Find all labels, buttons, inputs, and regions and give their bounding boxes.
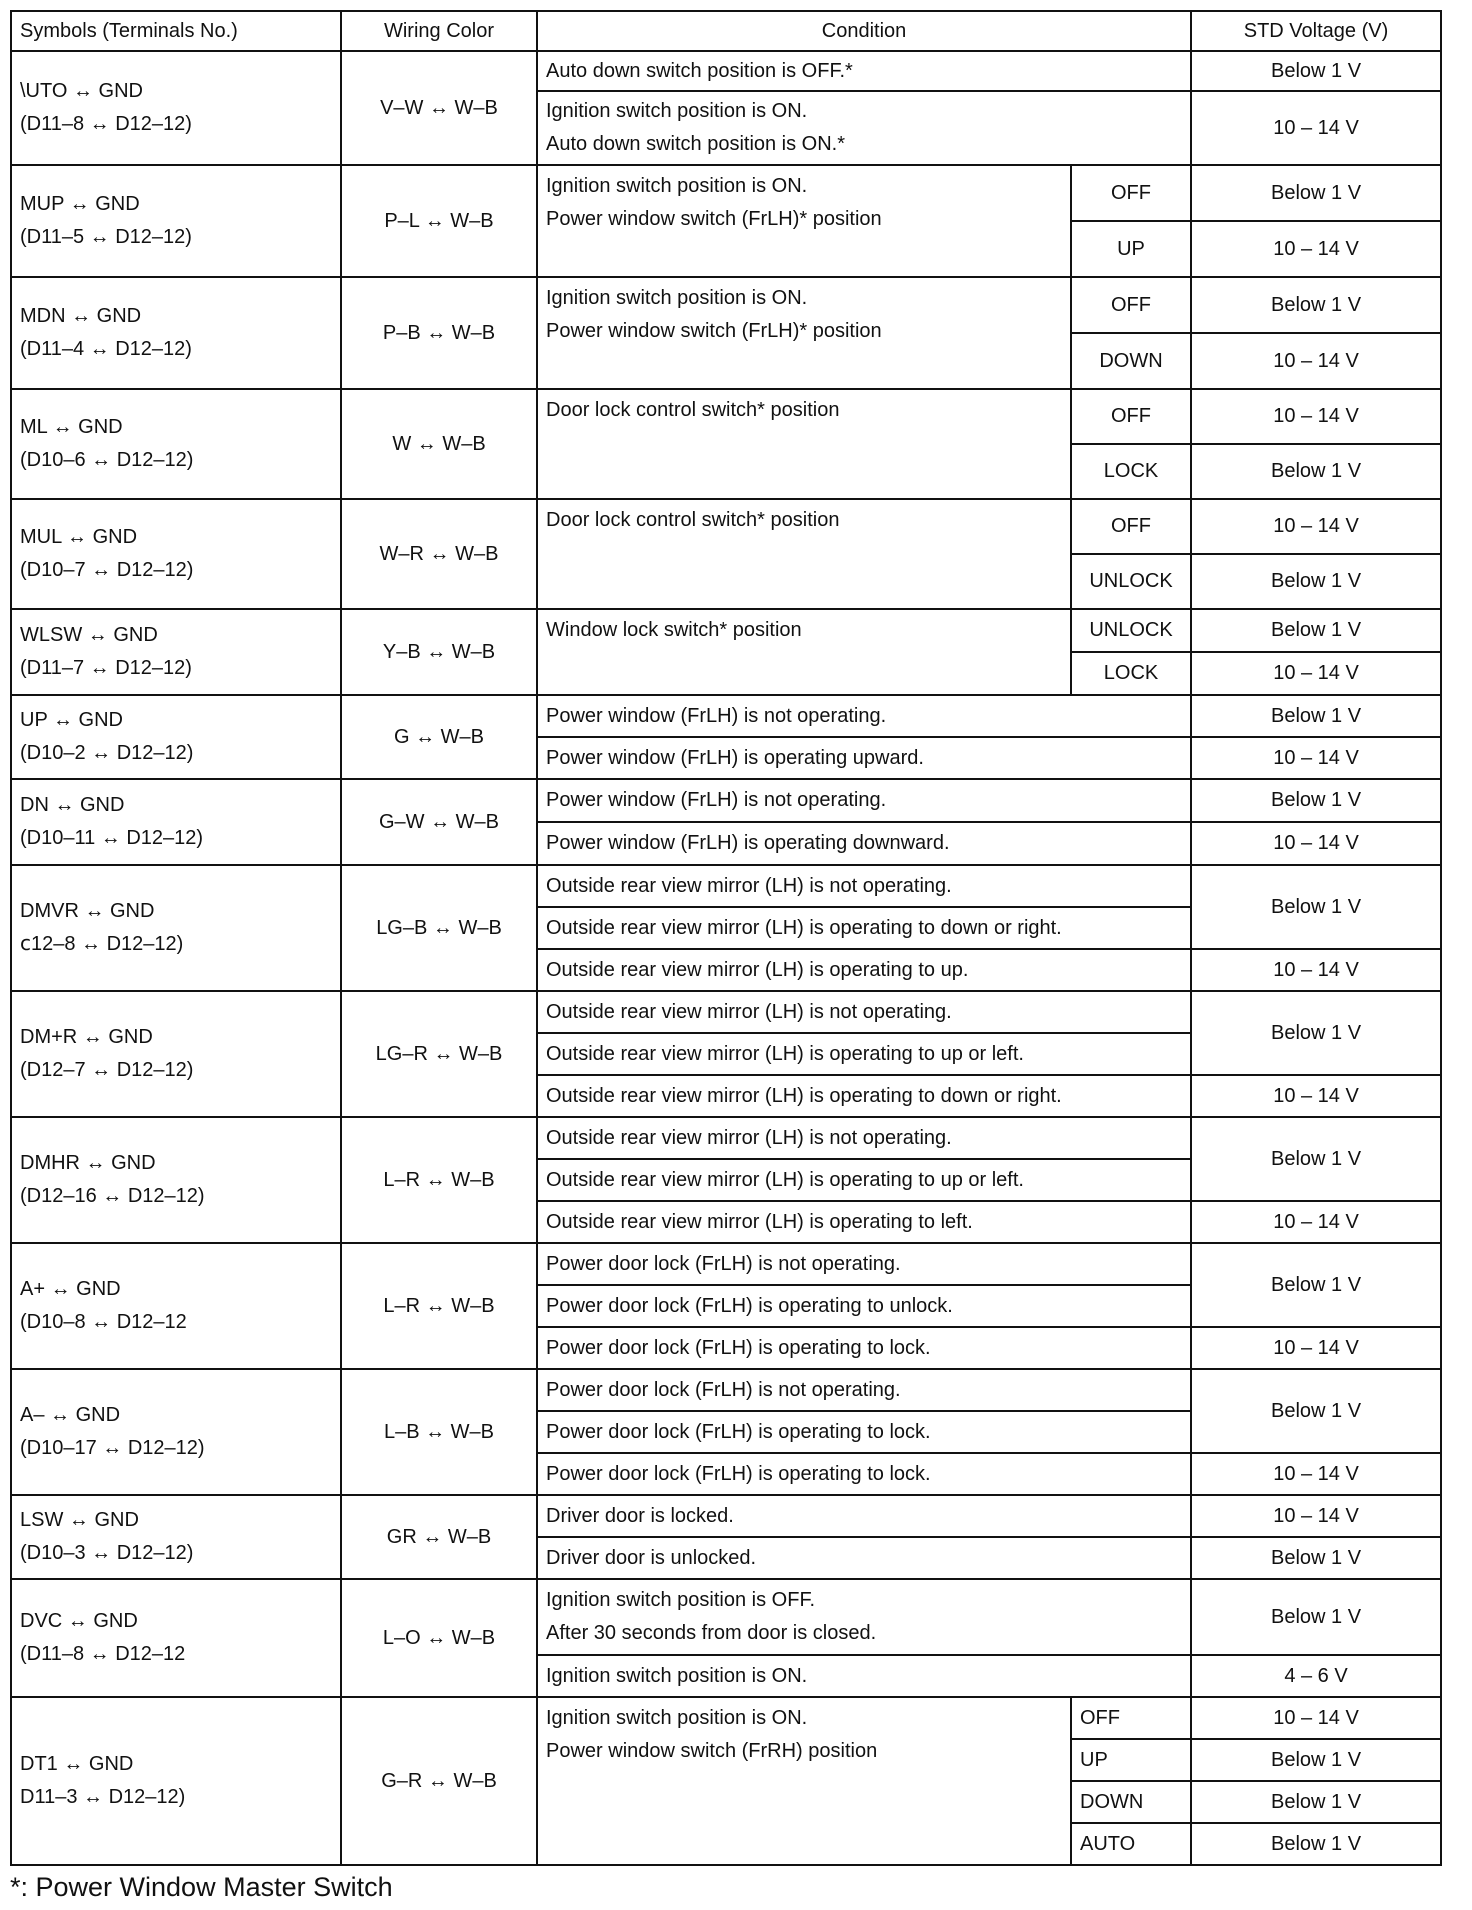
- terminal-symbol: ML ↔ GND: [20, 416, 123, 438]
- std-voltage-cell: 10 – 14 V: [1191, 949, 1441, 991]
- spec-document: [10, 10, 1440, 1866]
- terminal-symbol: A– ↔ GND: [20, 1404, 121, 1426]
- condition-cell: [537, 1033, 1191, 1075]
- wiring-color-cell: G ↔ W–B: [341, 695, 537, 779]
- terminal-symbol: \UTO ↔ GND: [20, 80, 143, 102]
- std-voltage-cell: 10 – 14 V: [1191, 221, 1441, 277]
- condition-cell: [537, 91, 1191, 165]
- table-row: [11, 51, 1441, 91]
- condition-cell: [537, 1075, 1191, 1117]
- terminal-numbers: ⅽ12–8 ↔ D12–12): [20, 933, 184, 955]
- condition-line: Outside rear view mirror (LH) is not operating.: [546, 874, 952, 897]
- condition-line: Window lock switch* position: [546, 619, 802, 641]
- header-condition: Condition: [537, 11, 1191, 51]
- terminal-numbers: (D12–16 ↔ D12–12): [20, 1185, 205, 1207]
- condition-cell: [537, 1453, 1191, 1495]
- wiring-color-cell: LG–B ↔ W–B: [341, 865, 537, 991]
- symbol-cell: [11, 609, 341, 695]
- table-row: [11, 991, 1441, 1033]
- symbol-cell: [11, 1243, 341, 1369]
- condition-line: Driver door is unlocked.: [546, 1546, 757, 1569]
- wiring-color-cell: L–B ↔ W–B: [341, 1369, 537, 1495]
- terminal-numbers: (D10–8 ↔ D12–12: [20, 1311, 187, 1333]
- condition-line: Door lock control switch* position: [546, 509, 840, 531]
- switch-position-cell: UP: [1071, 221, 1191, 277]
- std-voltage-cell: Below 1 V: [1191, 1823, 1441, 1865]
- terminal-numbers: (D11–8 ↔ D12–12): [20, 113, 192, 135]
- condition-cell: [537, 695, 1191, 737]
- terminal-numbers: (D11–8 ↔ D12–12: [20, 1643, 186, 1665]
- condition-line: Power window (FrLH) is not operating.: [546, 704, 887, 727]
- std-voltage-cell: 10 – 14 V: [1191, 1495, 1441, 1537]
- condition-cell: [537, 1369, 1191, 1411]
- terminal-symbol: MDN ↔ GND: [20, 305, 142, 327]
- condition-line: Power door lock (FrLH) is operating to lock.: [546, 1420, 931, 1443]
- std-voltage-cell: 10 – 14 V: [1191, 1075, 1441, 1117]
- std-voltage-cell: 10 – 14 V: [1191, 822, 1441, 865]
- std-voltage-cell: 10 – 14 V: [1191, 333, 1441, 389]
- std-voltage-cell: 4 – 6 V: [1191, 1655, 1441, 1697]
- wiring-color-cell: W–R ↔ W–B: [341, 499, 537, 609]
- condition-line: Driver door is locked.: [546, 1504, 734, 1527]
- symbol-cell: [11, 51, 341, 165]
- std-voltage-cell: 10 – 14 V: [1191, 1327, 1441, 1369]
- wiring-color-cell: L–O ↔ W–B: [341, 1579, 537, 1697]
- terminal-numbers: (D11–7 ↔ D12–12): [20, 657, 192, 679]
- std-voltage-cell: Below 1 V: [1191, 1537, 1441, 1579]
- footnote: *: Power Window Master Switch: [10, 1872, 393, 1902]
- table-row: [11, 609, 1441, 652]
- std-voltage-cell: Below 1 V: [1191, 865, 1441, 949]
- std-voltage-cell: Below 1 V: [1191, 277, 1441, 333]
- table-row: [11, 695, 1441, 737]
- terminal-symbol: WLSW ↔ GND: [20, 624, 158, 646]
- table-row: [11, 1243, 1441, 1285]
- terminal-numbers: (D10–11 ↔ D12–12): [20, 827, 204, 849]
- std-voltage-cell: Below 1 V: [1191, 1781, 1441, 1823]
- table-row: [11, 865, 1441, 907]
- terminal-symbol: UP ↔ GND: [20, 709, 123, 731]
- condition-line: Auto down switch position is OFF.*: [546, 59, 853, 82]
- wiring-color-cell: L–R ↔ W–B: [341, 1243, 537, 1369]
- header-wiring-color: Wiring Color: [341, 11, 537, 51]
- std-voltage-cell: Below 1 V: [1191, 554, 1441, 609]
- table-row: [11, 277, 1441, 333]
- condition-line: Outside rear view mirror (LH) is not operating.: [546, 1126, 952, 1149]
- switch-position-cell: UNLOCK: [1071, 609, 1191, 652]
- condition-line: After 30 seconds from door is closed.: [546, 1622, 877, 1644]
- symbol-cell: [11, 1579, 341, 1697]
- wiring-color-cell: L–R ↔ W–B: [341, 1117, 537, 1243]
- symbol-cell: [11, 1697, 341, 1865]
- terminal-numbers: (D10–2 ↔ D12–12): [20, 742, 194, 764]
- table-row: [11, 1697, 1441, 1739]
- terminal-symbol: DMVR ↔ GND: [20, 900, 155, 922]
- symbol-cell: [11, 779, 341, 865]
- switch-position-cell: OFF: [1071, 499, 1191, 554]
- switch-position-cell: LOCK: [1071, 652, 1191, 695]
- table-body: [11, 51, 1441, 1865]
- table-row: [11, 499, 1441, 554]
- condition-cell: [537, 277, 1071, 389]
- condition-cell: [537, 1243, 1191, 1285]
- std-voltage-cell: 10 – 14 V: [1191, 1453, 1441, 1495]
- condition-cell: [537, 1159, 1191, 1201]
- condition-cell: [537, 1327, 1191, 1369]
- condition-cell: [537, 1537, 1191, 1579]
- std-voltage-cell: Below 1 V: [1191, 1579, 1441, 1655]
- wiring-color-cell: LG–R ↔ W–B: [341, 991, 537, 1117]
- condition-line: Outside rear view mirror (LH) is not operating.: [546, 1000, 952, 1023]
- std-voltage-cell: Below 1 V: [1191, 695, 1441, 737]
- std-voltage-cell: 10 – 14 V: [1191, 499, 1441, 554]
- condition-cell: [537, 865, 1191, 907]
- symbol-cell: [11, 865, 341, 991]
- symbol-cell: [11, 991, 341, 1117]
- switch-position-cell: DOWN: [1071, 333, 1191, 389]
- terminal-symbol: MUP ↔ GND: [20, 193, 140, 215]
- condition-cell: [537, 1495, 1191, 1537]
- std-voltage-cell: Below 1 V: [1191, 1243, 1441, 1327]
- std-voltage-cell: Below 1 V: [1191, 609, 1441, 652]
- condition-line: Outside rear view mirror (LH) is operating to up.: [546, 958, 969, 981]
- terminal-symbol: A+ ↔ GND: [20, 1278, 121, 1300]
- terminal-numbers: D11–3 ↔ D12–12): [20, 1786, 186, 1808]
- terminal-symbol: LSW ↔ GND: [20, 1509, 139, 1531]
- condition-cell: [537, 991, 1191, 1033]
- std-voltage-cell: Below 1 V: [1191, 444, 1441, 499]
- table-row: [11, 779, 1441, 822]
- condition-cell: [537, 1117, 1191, 1159]
- terminal-symbol: DMHR ↔ GND: [20, 1152, 156, 1174]
- terminal-numbers: (D10–6 ↔ D12–12): [20, 449, 194, 471]
- wiring-color-cell: P–B ↔ W–B: [341, 277, 537, 389]
- std-voltage-cell: 10 – 14 V: [1191, 652, 1441, 695]
- condition-line: Power window (FrLH) is operating upward.: [546, 746, 924, 769]
- terminal-numbers: (D10–17 ↔ D12–12): [20, 1437, 205, 1459]
- std-voltage-cell: 10 – 14 V: [1191, 1697, 1441, 1739]
- condition-line: Outside rear view mirror (LH) is operating to up or left.: [546, 1042, 1024, 1065]
- switch-position-cell: LOCK: [1071, 444, 1191, 499]
- wiring-color-cell: W ↔ W–B: [341, 389, 537, 499]
- switch-position-cell: AUTO: [1071, 1823, 1191, 1865]
- condition-cell: [537, 907, 1191, 949]
- condition-line: Power door lock (FrLH) is operating to unlock.: [546, 1294, 953, 1317]
- condition-line: Power window switch (FrRH) position: [546, 1740, 878, 1762]
- condition-line: Ignition switch position is ON.: [546, 175, 808, 197]
- condition-line: Power window switch (FrLH)* position: [546, 208, 882, 230]
- std-voltage-cell: Below 1 V: [1191, 1369, 1441, 1453]
- symbol-cell: [11, 389, 341, 499]
- std-voltage-cell: Below 1 V: [1191, 1117, 1441, 1201]
- condition-cell: [537, 51, 1191, 91]
- condition-line: Power door lock (FrLH) is not operating.: [546, 1378, 901, 1401]
- condition-line: Power window (FrLH) is operating downward.: [546, 832, 950, 854]
- wiring-color-cell: Y–B ↔ W–B: [341, 609, 537, 695]
- std-voltage-cell: 10 – 14 V: [1191, 737, 1441, 779]
- terminal-symbol: DT1 ↔ GND: [20, 1753, 134, 1775]
- table-row: [11, 1495, 1441, 1537]
- wiring-color-cell: GR ↔ W–B: [341, 1495, 537, 1579]
- symbol-cell: [11, 1117, 341, 1243]
- symbol-cell: [11, 277, 341, 389]
- condition-line: Outside rear view mirror (LH) is operating to left.: [546, 1210, 973, 1233]
- condition-cell: [537, 1655, 1191, 1697]
- condition-line: Ignition switch position is ON.: [546, 287, 808, 309]
- std-voltage-cell: 10 – 14 V: [1191, 1201, 1441, 1243]
- terminal-symbol: DM+R ↔ GND: [20, 1026, 153, 1048]
- std-voltage-cell: 10 – 14 V: [1191, 91, 1441, 165]
- condition-line: Power door lock (FrLH) is not operating.: [546, 1252, 901, 1275]
- table-row: [11, 389, 1441, 444]
- symbol-cell: [11, 499, 341, 609]
- condition-cell: [537, 1579, 1191, 1655]
- terminal-symbol: MUL ↔ GND: [20, 526, 138, 548]
- condition-line: Outside rear view mirror (LH) is operating to down or right.: [546, 1084, 1062, 1107]
- condition-cell: [537, 1697, 1071, 1865]
- condition-line: Ignition switch position is ON.: [546, 1707, 808, 1729]
- wiring-color-cell: P–L ↔ W–B: [341, 165, 537, 277]
- condition-cell: [537, 737, 1191, 779]
- condition-line: Power door lock (FrLH) is operating to lock.: [546, 1336, 931, 1359]
- condition-line: Ignition switch position is OFF.: [546, 1589, 815, 1611]
- condition-cell: [537, 609, 1071, 695]
- condition-line: Outside rear view mirror (LH) is operating to down or right.: [546, 916, 1062, 939]
- condition-cell: [537, 822, 1191, 865]
- wiring-color-cell: G–R ↔ W–B: [341, 1697, 537, 1865]
- terminal-symbol: DN ↔ GND: [20, 794, 125, 816]
- table-row: [11, 1117, 1441, 1159]
- table-header-row: [11, 11, 1441, 51]
- terminal-symbol: DVC ↔ GND: [20, 1610, 138, 1632]
- condition-cell: [537, 949, 1191, 991]
- switch-position-cell: OFF: [1071, 1697, 1191, 1739]
- switch-position-cell: OFF: [1071, 165, 1191, 221]
- condition-cell: [537, 1201, 1191, 1243]
- std-voltage-cell: 10 – 14 V: [1191, 389, 1441, 444]
- symbol-cell: [11, 695, 341, 779]
- switch-position-cell: OFF: [1071, 277, 1191, 333]
- terminal-numbers: (D10–3 ↔ D12–12): [20, 1542, 194, 1564]
- condition-line: Outside rear view mirror (LH) is operating to up or left.: [546, 1168, 1024, 1191]
- wiring-color-cell: G–W ↔ W–B: [341, 779, 537, 865]
- terminal-numbers: (D10–7 ↔ D12–12): [20, 559, 194, 581]
- symbol-cell: [11, 1495, 341, 1579]
- symbol-cell: [11, 165, 341, 277]
- condition-cell: [537, 499, 1071, 609]
- condition-cell: [537, 1411, 1191, 1453]
- condition-line: Ignition switch position is ON.: [546, 1664, 808, 1687]
- condition-line: Power window (FrLH) is not operating.: [546, 789, 887, 811]
- std-voltage-cell: Below 1 V: [1191, 51, 1441, 91]
- condition-line: Ignition switch position is ON.: [546, 100, 808, 122]
- table-row: [11, 1369, 1441, 1411]
- std-voltage-cell: Below 1 V: [1191, 165, 1441, 221]
- symbol-cell: [11, 1369, 341, 1495]
- std-voltage-cell: Below 1 V: [1191, 991, 1441, 1075]
- condition-line: Power window switch (FrLH)* position: [546, 320, 882, 342]
- terminal-numbers: (D11–4 ↔ D12–12): [20, 338, 192, 360]
- std-voltage-cell: Below 1 V: [1191, 1739, 1441, 1781]
- condition-line: Door lock control switch* position: [546, 399, 840, 421]
- condition-line: Power door lock (FrLH) is operating to lock.: [546, 1462, 931, 1485]
- condition-cell: [537, 389, 1071, 499]
- terminal-numbers: (D12–7 ↔ D12–12): [20, 1059, 194, 1081]
- std-voltage-cell: Below 1 V: [1191, 779, 1441, 822]
- switch-position-cell: UNLOCK: [1071, 554, 1191, 609]
- condition-cell: [537, 1285, 1191, 1327]
- table-row: [11, 1579, 1441, 1655]
- table-row: [11, 165, 1441, 221]
- condition-line: Auto down switch position is ON.*: [546, 133, 846, 155]
- switch-position-cell: UP: [1071, 1739, 1191, 1781]
- switch-position-cell: OFF: [1071, 389, 1191, 444]
- header-std-voltage: STD Voltage (V): [1191, 11, 1441, 51]
- wiring-color-cell: V–W ↔ W–B: [341, 51, 537, 165]
- voltage-spec-table: [10, 10, 1442, 1866]
- header-symbols: Symbols (Terminals No.): [11, 11, 341, 51]
- switch-position-cell: DOWN: [1071, 1781, 1191, 1823]
- terminal-numbers: (D11–5 ↔ D12–12): [20, 226, 192, 248]
- condition-cell: [537, 165, 1071, 277]
- condition-cell: [537, 779, 1191, 822]
